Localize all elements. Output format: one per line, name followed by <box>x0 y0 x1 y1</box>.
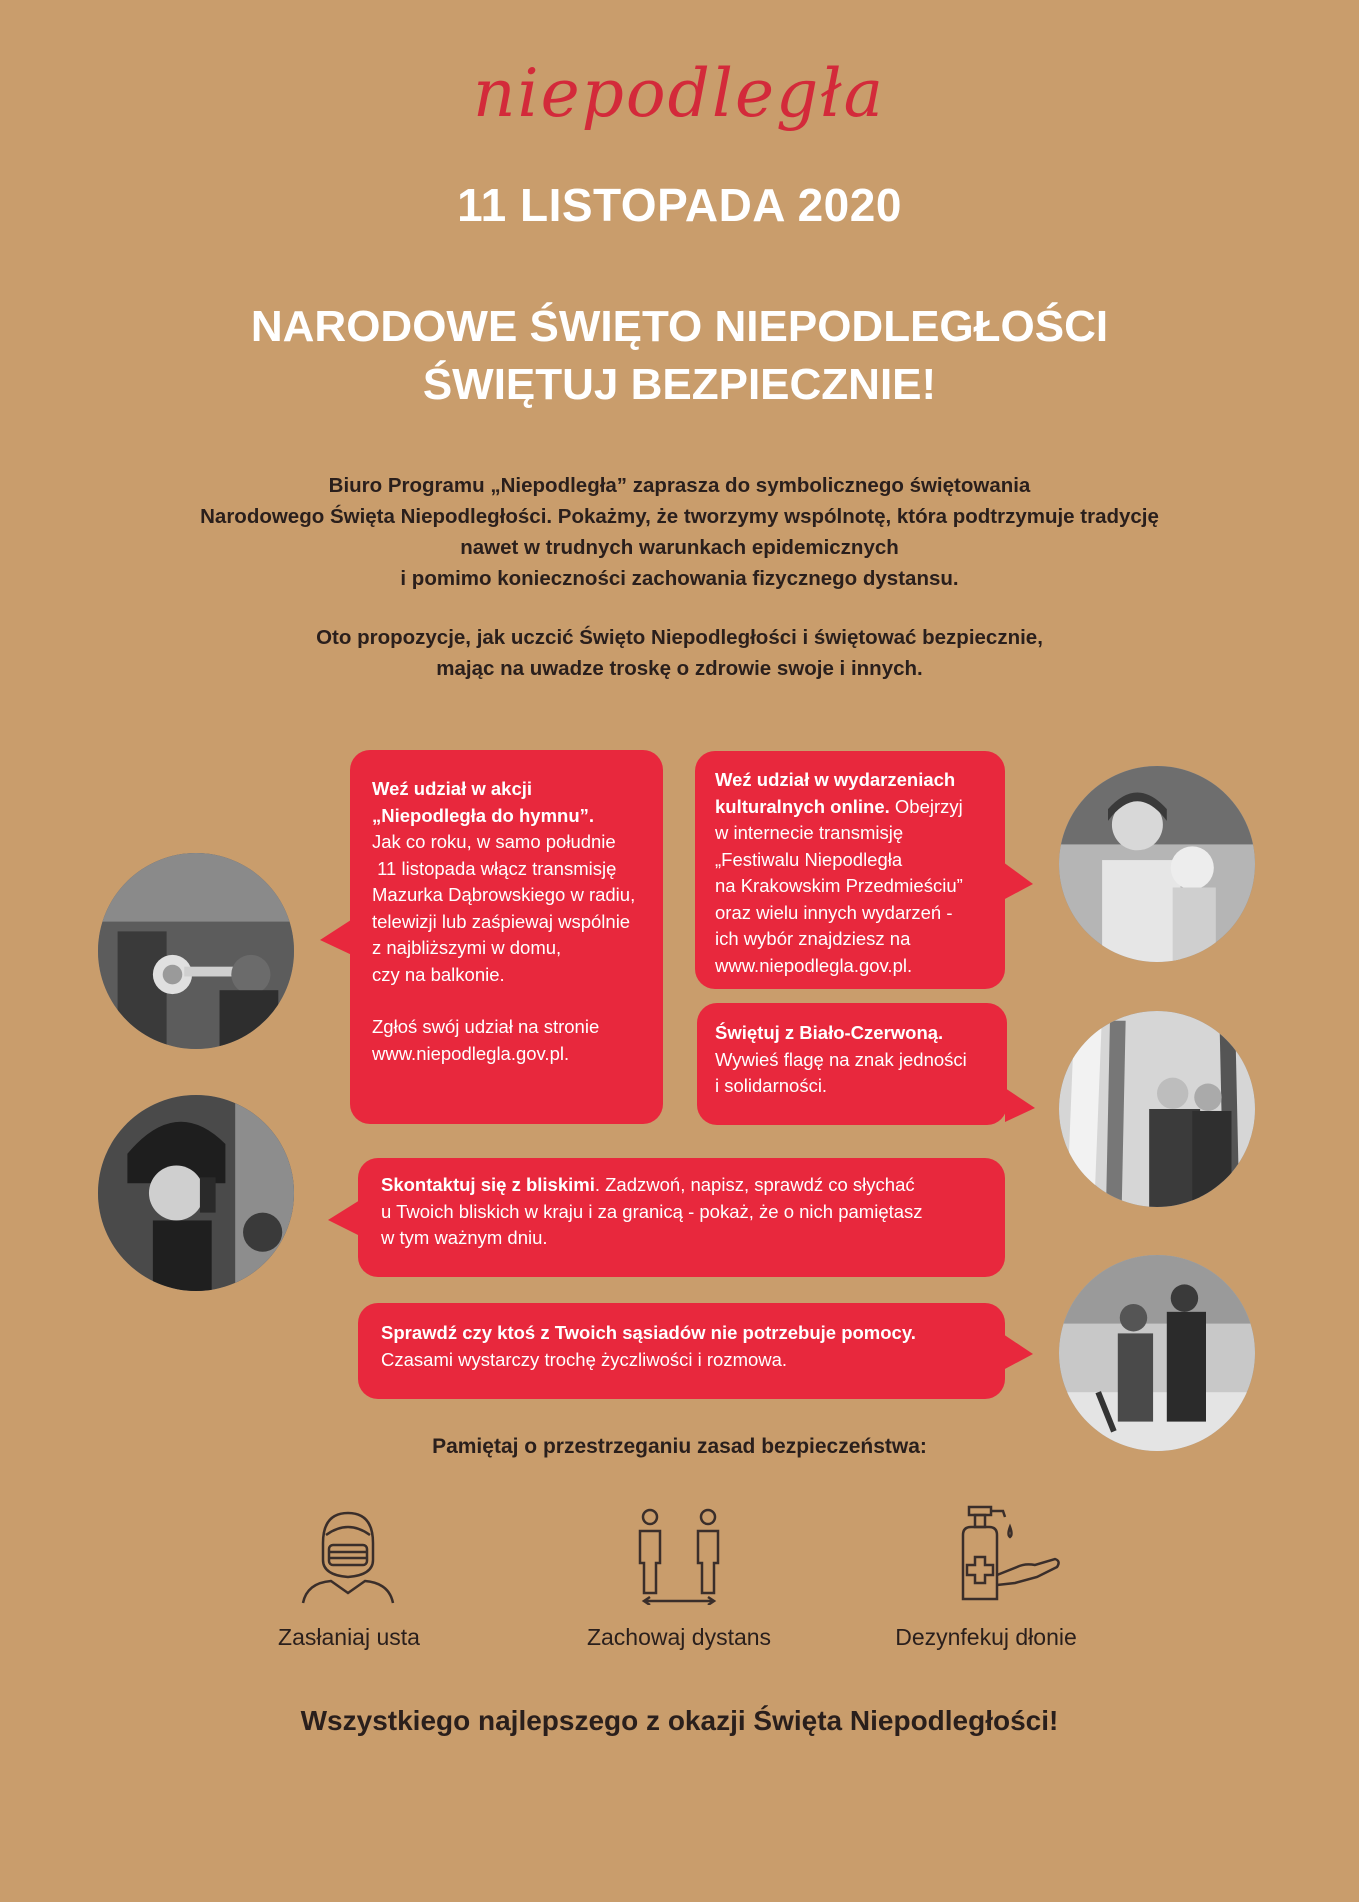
bubble-tail-flag <box>1005 1088 1035 1122</box>
bubble-tail-culture <box>1003 862 1033 900</box>
woman-on-phone-image <box>98 1095 294 1291</box>
culture-link[interactable]: www.niepodlegla.gov.pl. <box>715 954 913 976</box>
logo-text: niepodległa <box>472 55 886 132</box>
intro-paragraph-2 <box>0 622 1359 684</box>
hymn-bold-line: Weź udział w akcji <box>372 778 533 799</box>
safety-label-mask: Zasłaniaj usta <box>278 1624 420 1650</box>
contact-line: u Twoich bliskich w kraju i za granicą - pokaż, że o nich pamiętasz <box>381 1200 923 1222</box>
contact-bold: Skontaktuj się z bliskimi <box>381 1174 595 1195</box>
main-title-line-1: NARODOWE ŚWIĘTO NIEPODLEGŁOŚCI <box>250 302 1109 351</box>
face-mask-icon <box>293 1505 403 1605</box>
hymn-line: czy na balkonie. <box>372 963 505 985</box>
hymn-line: telewizji lub zaśpiewaj wspólnie <box>372 910 631 932</box>
culture-line: oraz wielu innych wydarzeń - <box>715 901 953 923</box>
bubble-culture <box>695 751 1005 989</box>
bubble-flag <box>697 1003 1007 1125</box>
flag-line: i solidarności. <box>715 1075 828 1096</box>
woman-with-child-image <box>1059 766 1255 962</box>
culture-inline-text: Obejrzyj <box>889 795 963 817</box>
photo-soldiers-with-flags <box>1059 1011 1255 1207</box>
bubble-contact <box>358 1158 1005 1277</box>
hymn-line: Jak co roku, w samo południe <box>372 831 616 852</box>
safety-label-distance: Zachowaj dystans <box>586 1624 772 1650</box>
hymn-line: Mazurka Dąbrowskiego w radiu, <box>372 884 636 905</box>
intro-line: Oto propozycje, jak uczcić Święto Niepodległości i świętować bezpiecznie, <box>316 626 1043 649</box>
intro-line: mając na uwadze troskę o zdrowie swoje i innych. <box>436 657 923 680</box>
niepodlegla-logo <box>0 28 1359 158</box>
culture-bold-line-2 <box>715 794 987 821</box>
intro-paragraph-1 <box>0 470 1359 594</box>
bubble-tail-hymn <box>320 918 354 956</box>
sanitizer-icon <box>955 1505 1065 1605</box>
hymn-line: z najbliższymi w domu, <box>372 937 562 958</box>
photo-woman-on-phone <box>98 1095 294 1291</box>
culture-line: ich wybór znajdziesz na <box>715 928 911 949</box>
neighbours-bold-line: Sprawdź czy ktoś z Twoich sąsiadów nie potrzebuje pomocy. <box>381 1322 916 1343</box>
bubble-tail-neighbours <box>1003 1334 1033 1370</box>
culture-bold-text: kulturalnych online. <box>715 795 890 817</box>
helping-elderly-image <box>1059 1255 1255 1451</box>
trumpeter-image <box>98 853 294 1049</box>
intro-line: Narodowego Święta Niepodległości. Pokażmy, że tworzymy wspólnotę, która podtrzymuje tradycję <box>200 505 1159 528</box>
neighbours-line: Czasami wystarczy trochę życzliwości i rozmowa. <box>381 1348 788 1370</box>
intro-line: Biuro Programu „Niepodległa” zaprasza do symbolicznego świętowania <box>328 474 1031 497</box>
photo-helping-elderly <box>1059 1255 1255 1451</box>
distance-icon <box>624 1505 734 1605</box>
photo-trumpeter <box>98 853 294 1049</box>
photo-woman-with-child <box>1059 766 1255 962</box>
bubble-tail-contact <box>328 1200 360 1236</box>
bubble-hymn <box>350 750 663 1124</box>
safety-reminder-heading: Pamiętaj o przestrzeganiu zasad bezpieczeństwa: <box>432 1435 927 1458</box>
closing-greeting: Wszystkiego najlepszego z okazji Święta Niepodległości! <box>300 1705 1059 1736</box>
culture-line: w internecie transmisję <box>715 822 904 843</box>
contact-line: w tym ważnym dniu. <box>381 1227 548 1248</box>
safety-label-sanitize: Dezynfekuj dłonie <box>895 1624 1077 1650</box>
intro-line: i pomimo konieczności zachowania fizycznego dystansu. <box>400 567 959 590</box>
hymn-bold-line: „Niepodległa do hymnu”. <box>372 804 595 826</box>
hymn-signup-link[interactable]: www.niepodlegla.gov.pl. <box>372 1042 570 1064</box>
contact-first-line <box>381 1172 987 1199</box>
flag-bold-line: Świętuj z Biało-Czerwoną. <box>715 1022 944 1043</box>
main-title-line-2: ŚWIĘTUJ BEZPIECZNIE! <box>422 360 937 409</box>
hymn-signup-line: Zgłoś swój udział na stronie <box>372 1016 600 1037</box>
event-date: 11 LISTOPADA 2020 <box>457 179 902 231</box>
culture-line: „Festiwalu Niepodległa <box>715 848 903 870</box>
contact-rest: . Zadzwoń, napisz, sprawdź co słychać <box>594 1174 915 1195</box>
hymn-line: 11 listopada włącz transmisję <box>372 857 617 879</box>
culture-bold-line: Weź udział w wydarzeniach <box>715 769 956 790</box>
soldiers-with-flags-image <box>1059 1011 1255 1207</box>
flag-line: Wywieś flagę na znak jedności <box>715 1048 967 1070</box>
intro-line: nawet w trudnych warunkach epidemicznych <box>460 536 899 559</box>
culture-line: na Krakowskim Przedmieściu” <box>715 875 963 896</box>
bubble-neighbours <box>358 1303 1005 1399</box>
